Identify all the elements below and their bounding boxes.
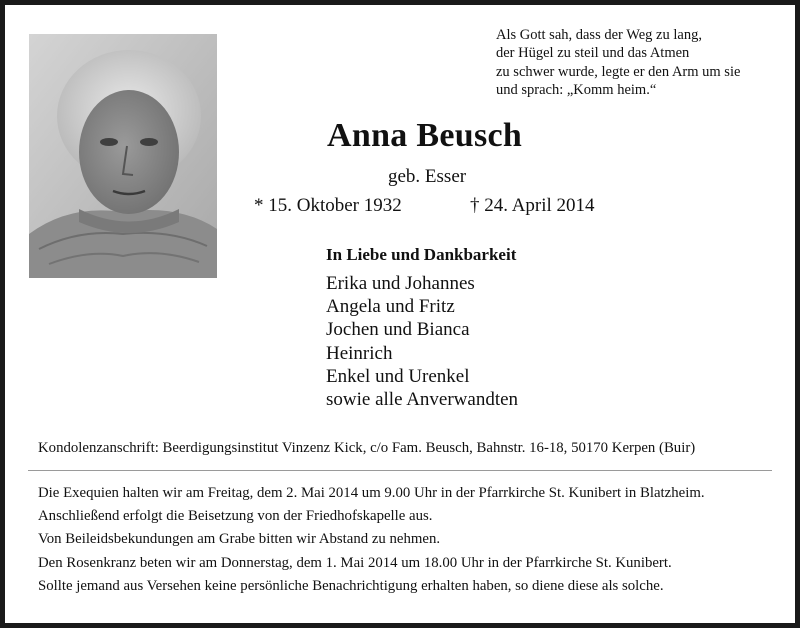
poem-line: der Hügel zu steil und das Atmen	[496, 45, 690, 62]
maiden-name: geb. Esser	[388, 166, 467, 187]
detail-line: Von Beileidsbekundungen am Grabe bitten wir Abstand zu nehmen.	[38, 531, 441, 548]
poem-line: Als Gott sah, dass der Weg zu lang,	[496, 27, 702, 43]
deceased-name: Anna Beusch	[327, 117, 523, 154]
detail-line: Sollte jemand aus Versehen keine persönliche Benachrichtigung erhalten haben, so diene diese als solche.	[38, 577, 664, 594]
detail-line: Die Exequien halten wir am Freitag, dem 2. Mai 2014 um 9.00 Uhr in der Pfarrkirche St. Kunibert in Blatzheim.	[38, 485, 705, 501]
mourner-entry: Jochen und Bianca	[326, 319, 470, 341]
mourner-entry: Heinrich	[326, 342, 393, 364]
mourner-entry: Angela und Fritz	[326, 296, 455, 318]
mourner-entry: Enkel und Urenkel	[326, 365, 470, 387]
portrait-photo	[29, 34, 217, 278]
poem-line: zu schwer wurde, legte er den Arm um sie	[496, 63, 741, 80]
mourners-list	[326, 272, 518, 411]
detail-line: Anschließend erfolgt die Beisetzung von der Friedhofskapelle aus.	[38, 508, 433, 525]
mourners-heading: In Liebe und Dankbarkeit	[326, 245, 517, 264]
poem	[496, 26, 796, 100]
service-details	[38, 482, 705, 598]
detail-line: Den Rosenkranz beten wir am Donnerstag, dem 1. Mai 2014 um 18.00 Uhr in der Pfarrkirche St. Kunibert.	[38, 554, 672, 571]
condolence-address: Kondolenzanschrift: Beerdigungsinstitut Vinzenz Kick, c/o Fam. Beusch, Bahnstr. 16-18, 50170 Kerpen (Buir)	[38, 440, 696, 456]
birth-date: * 15. Oktober 1932	[254, 195, 402, 216]
death-date: † 24. April 2014	[470, 195, 595, 216]
mourner-entry: Erika und Johannes	[326, 273, 475, 294]
poem-line: und sprach: „Komm heim.“	[496, 82, 657, 99]
mourner-entry: sowie alle Anverwandten	[326, 389, 519, 411]
separator-line	[28, 470, 772, 471]
